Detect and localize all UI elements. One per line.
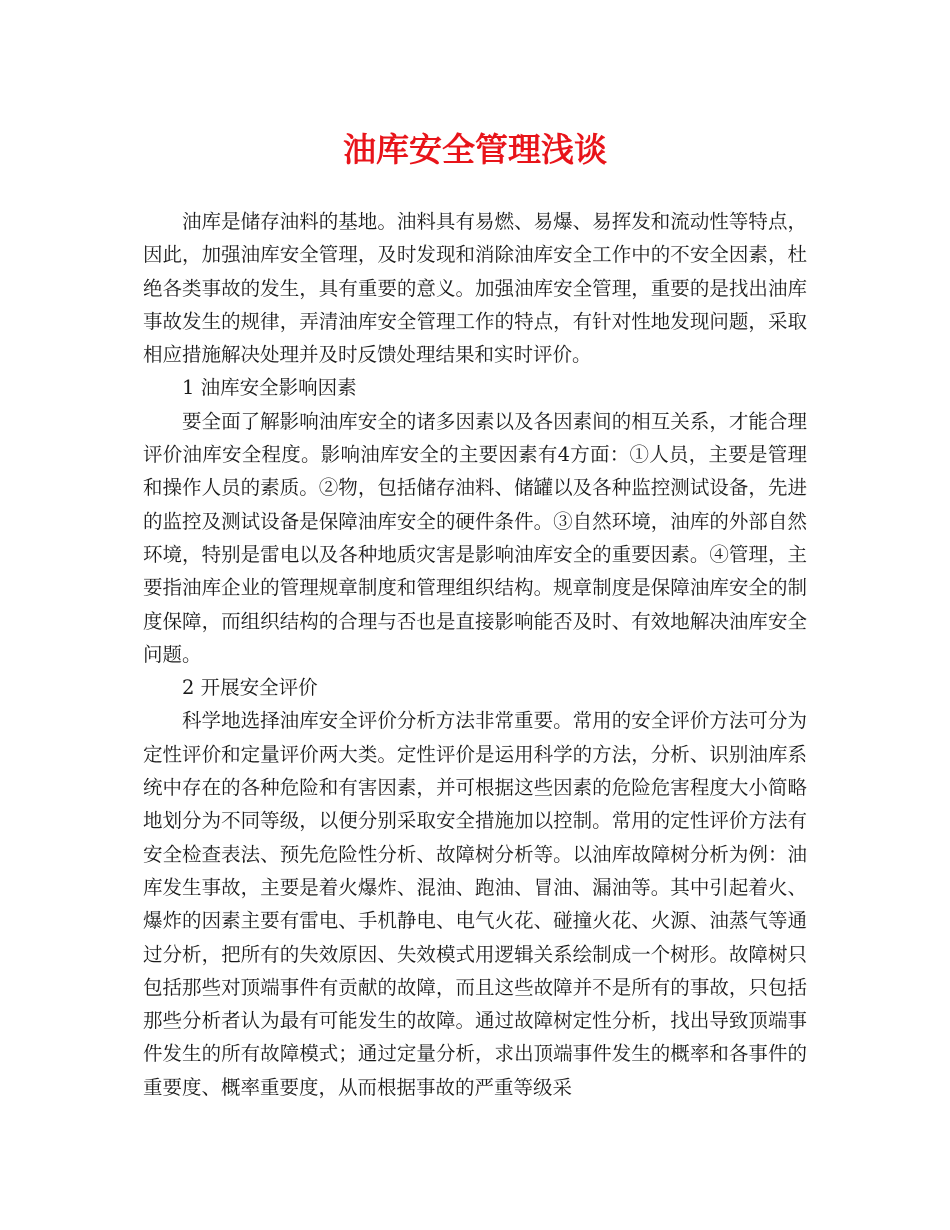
section-heading-2: 2 开展安全评价	[182, 676, 318, 700]
document-body	[143, 205, 807, 1104]
section-heading-1: 1 油库安全影响因素	[182, 376, 357, 400]
document-title: 油库安全管理浅谈	[343, 130, 607, 169]
section-1-paragraph: 要全面了解影响油库安全的诸多因素以及各因素间的相互关系，才能合理评价油库安全程度。影响油库安全的主要因素有4方面：①人员，主要是管理和操作人员的素质。②物，包括储存油料、储罐以及各种监控测试设备，先进的监控及测试设备是保障油库安全的硬件条件。③自然环境，油库的外部自然环境，特别是雷电以及各种地质灾害是影响油库安全的重要因素。④管理，主要指油库企业的管理规章制度和管理组织结构。规章制度是保障油库安全的制度保障，而组织结构的合理与否也是直接影响能否及时、有效地解决油库安全问题。	[143, 409, 807, 666]
intro-paragraph: 油库是储存油料的基地。油料具有易燃、易爆、易挥发和流动性等特点，因此，加强油库安全管理，及时发现和消除油库安全工作中的不安全因素，杜绝各类事故的发生，具有重要的意义。加强油库安全管理，重要的是找出油库事故发生的规律，弄清油库安全管理工作的特点，有针对性地发现问题，采取相应措施解决处理并及时反馈处理结果和实时评价。	[143, 210, 807, 367]
section-2-paragraph: 科学地选择油库安全评价分析方法非常重要。常用的安全评价方法可分为定性评价和定量评价两大类。定性评价是运用科学的方法，分析、识别油库系统中存在的各种危险和有害因素，并可根据这些因素的危险危害程度大小简略地划分为不同等级，以便分别采取安全措施加以控制。常用的定性评价方法有安全检查表法、预先危险性分析、故障树分析等。以油库故障树分析为例：油库发生事故，主要是着火爆炸、混油、跑油、冒油、漏油等。其中引起着火、爆炸的因素主要有雷电、手机静电、电气火花、碰撞火花、火源、油蒸气等通过分析，把所有的失效原因、失效模式用逻辑关系绘制成一个树形。故障树只包括那些对顶端事件有贡献的故障，而且这些故障并不是所有的事故，只包括那些分析者认为最有可能发生的故障。通过故障树定性分析，找出导致顶端事件发生的所有故障模式；通过定量分析，求出顶端事件发生的概率和各事件的重要度、概率重要度，从而根据事故的严重等级采	[143, 709, 807, 1099]
